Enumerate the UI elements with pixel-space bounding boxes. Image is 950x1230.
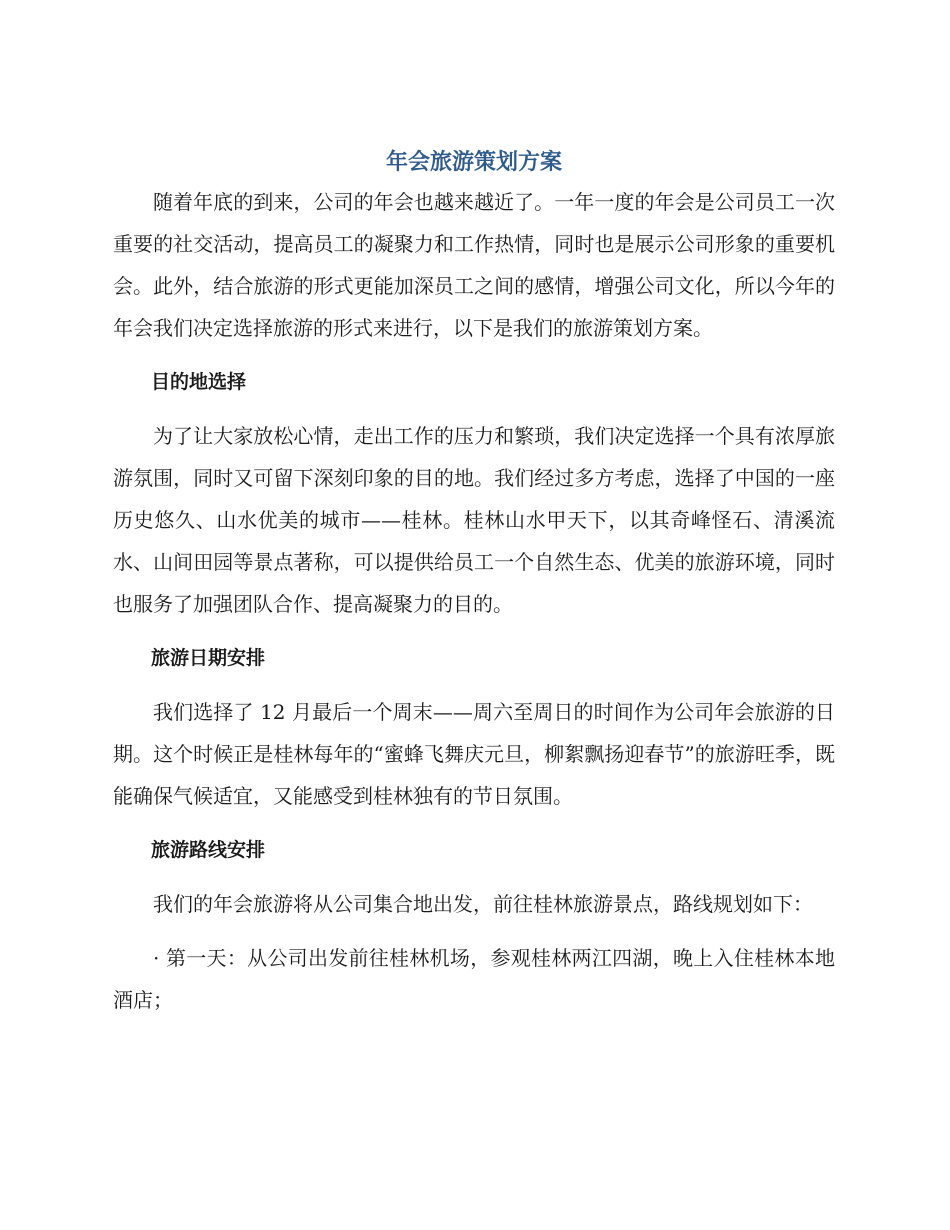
section-body-dates: 我们选择了 12 月最后一个周末——周六至周日的时间作为公司年会旅游的日期。这个时候正是桂林每年的“蜜蜂飞舞庆元旦，柳絮飘扬迎春节”的旅游旺季，既能确保气候适宜，又能感受到桂林独有的节日氛围。 [113, 700, 835, 808]
document-page [113, 147, 835, 1021]
intro-paragraph: 随着年底的到来，公司的年会也越来越近了。一年一度的年会是公司员工一次重要的社交活动，提高员工的凝聚力和工作热情，同时也是展示公司形象的重要机会。此外，结合旅游的形式更能加深员工之间的感情，增强公司文化，所以今年的年会我们决定选择旅游的形式来进行，以下是我们的旅游策划方案。 [113, 190, 835, 340]
document-title: 年会旅游策划方案 [385, 150, 562, 175]
route-list-item: · 第一天：从公司出发前往桂林机场，参观桂林两江四湖，晚上入住桂林本地酒店； [113, 946, 835, 1012]
section-heading-destination: 目的地选择 [151, 371, 247, 393]
section-body-route: 我们的年会旅游将从公司集合地出发，前往桂林旅游景点，路线规划如下： [153, 892, 813, 916]
section-body-destination: 为了让大家放松心情，走出工作的压力和繁琐，我们决定选择一个具有浓厚旅游氛围，同时又可留下深刻印象的目的地。我们经过多方考虑，选择了中国的一座历史悠久、山水优美的城市——桂林。桂林山水甲天下，以其奇峰怪石、清溪流水、山间田园等景点著称，可以提供给员工一个自然生态、优美的旅游环境，同时也服务了加强团队合作、提高凝聚力的目的。 [113, 424, 835, 616]
section-heading-dates: 旅游日期安排 [151, 647, 266, 669]
section-heading-route: 旅游路线安排 [151, 839, 266, 861]
